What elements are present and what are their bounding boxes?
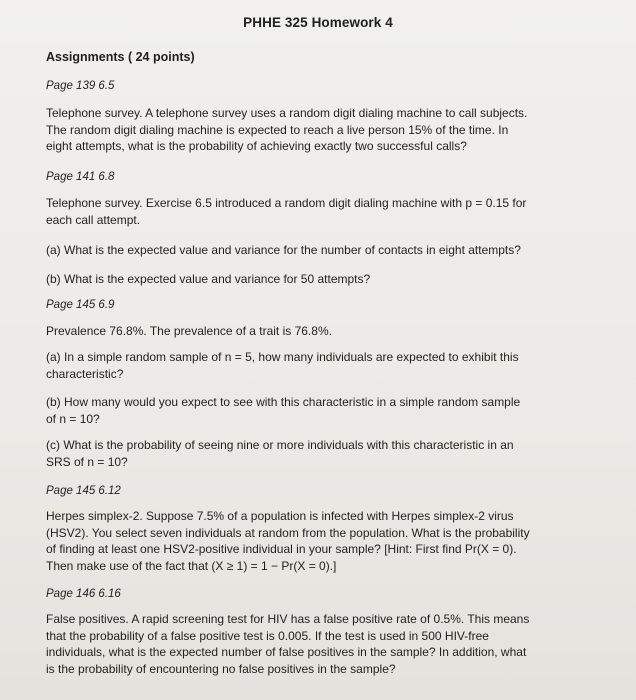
question-6-9-b xyxy=(46,394,586,427)
section-ref-6-5: Page 139 6.5 xyxy=(46,80,115,92)
text-line: characteristic? xyxy=(46,366,124,381)
section-text-6-8 xyxy=(46,195,586,228)
text-line: (b) How many would you expect to see with this characteristic in a simple random sample xyxy=(46,395,521,409)
text-line: of finding at least one HSV2-positive individual in your sample? [Hint: First find Pr(X = 0). xyxy=(46,542,517,556)
section-ref-6-9: Page 145 6.9 xyxy=(46,299,115,311)
section-text-6-5 xyxy=(46,105,586,155)
section-text-6-9: Prevalence 76.8%. The prevalence of a trait is 76.8%. xyxy=(46,324,332,338)
text-line: that the probability of a false positive test is 0.005. If the test is used in 500 HIV-free xyxy=(46,628,489,643)
section-ref-6-8: Page 141 6.8 xyxy=(46,171,115,183)
text-line: eight attempts, what is the probability of achieving exactly two successful calls? xyxy=(46,139,467,153)
section-text-6-12 xyxy=(46,508,586,574)
text-line: Then make use of the fact that (X ≥ 1) = 1 − Pr(X = 0).] xyxy=(46,558,337,573)
text-line: The random digit dialing machine is expected to reach a live person 15% of the time. In xyxy=(46,122,509,137)
section-ref-6-16: Page 146 6.16 xyxy=(46,588,121,600)
text-line: of n = 10? xyxy=(46,411,100,426)
text-line: (c) What is the probability of seeing nine or more individuals with this characteristic in an xyxy=(46,438,514,452)
document-title: PHHE 325 Homework 4 xyxy=(243,15,393,30)
question-6-9-a xyxy=(46,349,586,382)
assignments-heading: Assignments ( 24 points) xyxy=(46,50,195,64)
text-line: Telephone survey. A telephone survey uses a random digit dialing machine to call subjects. xyxy=(46,106,528,120)
question-6-8-b: (b) What is the expected value and variance for 50 attempts? xyxy=(46,272,371,286)
question-6-8-a: (a) What is the expected value and variance for the number of contacts in eight attempts? xyxy=(46,243,521,257)
section-text-6-16 xyxy=(46,611,586,677)
text-line: SRS of n = 10? xyxy=(46,454,128,469)
question-6-9-c xyxy=(46,437,586,470)
text-line: (HSV2). You select seven individuals at random from the population. What is the probability xyxy=(46,525,530,540)
section-ref-6-12: Page 145 6.12 xyxy=(46,485,121,497)
text-line: is the probability of encountering no false positives in the sample? xyxy=(46,661,396,676)
text-line: each call attempt. xyxy=(46,212,141,227)
text-line: Telephone survey. Exercise 6.5 introduced a random digit dialing machine with p = 0.15 for xyxy=(46,196,527,210)
text-line: Herpes simplex-2. Suppose 7.5% of a population is infected with Herpes simplex-2 virus xyxy=(46,509,514,523)
text-line: (a) In a simple random sample of n = 5, how many individuals are expected to exhibit this xyxy=(46,350,519,364)
text-line: False positives. A rapid screening test for HIV has a false positive rate of 0.5%. This means xyxy=(46,612,530,626)
text-line: individuals, what is the expected number of false positives in the sample? In addition, what xyxy=(46,645,527,659)
